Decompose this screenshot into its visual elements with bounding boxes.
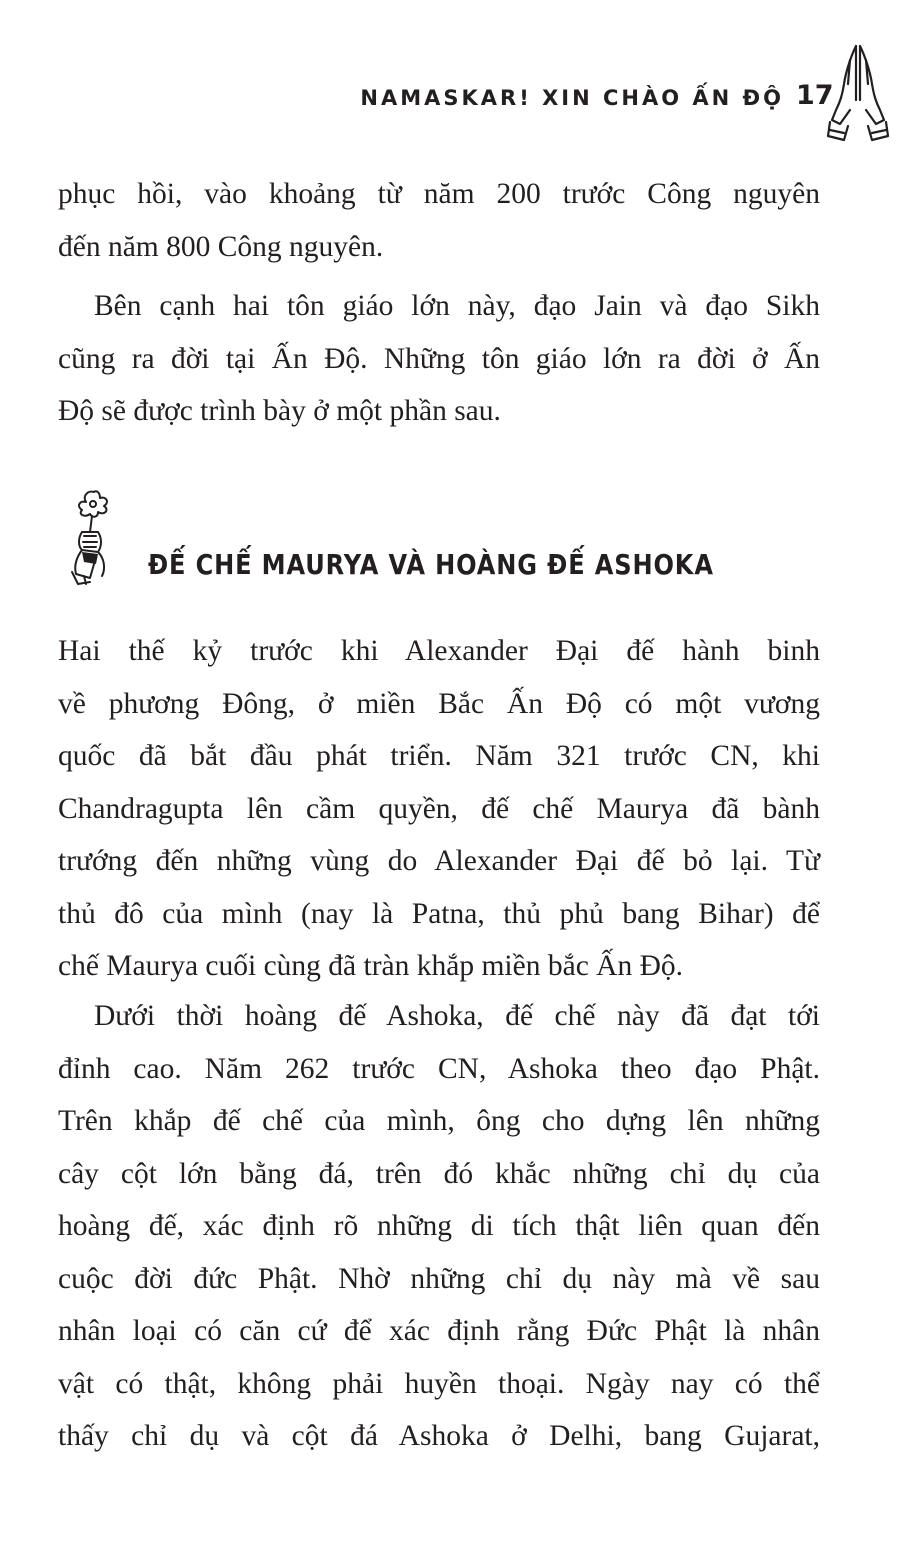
text-line: cây cột lớn bằng đá, trên đó khắc những chỉ dụ của: [58, 1157, 820, 1190]
running-title: NAMASKAR! XIN CHÀO ẤN ĐỘ: [360, 86, 784, 110]
text-line: cũng ra đời tại Ấn Độ. Những tôn giáo lớn ra đời ở Ấn: [58, 342, 820, 375]
text-line: thấy chỉ dụ và cột đá Ashoka ở Delhi, bang Gujarat,: [58, 1420, 820, 1452]
hand-holding-flower-icon: [60, 488, 130, 588]
text-line: Bên cạnh hai tôn giáo lớn này, đạo Jain và đạo Sikh: [94, 290, 820, 322]
paragraph-1: [58, 168, 820, 273]
page-header: [0, 70, 924, 160]
text-line: chế Maurya cuối cùng đã tràn khắp miền bắc Ấn Độ.: [58, 950, 684, 982]
paragraph-4: [58, 990, 820, 1463]
section-title: ĐẾ CHẾ MAURYA VÀ HOÀNG ĐẾ ASHOKA: [148, 548, 714, 581]
text-line: phục hồi, vào khoảng từ năm 200 trước Công nguyên: [58, 178, 820, 210]
text-line: hoàng đế, xác định rõ những di tích thật liên quan đến: [58, 1210, 820, 1242]
paragraph-3: [58, 625, 820, 993]
text-line: trướng đến những vùng do Alexander Đại đế bỏ lại. Từ: [58, 845, 820, 877]
text-line: về phương Đông, ở miền Bắc Ấn Độ có một vương: [58, 687, 820, 720]
text-line: Hai thế kỷ trước khi Alexander Đại đế hành binh: [58, 635, 820, 667]
text-line: thủ đô của mình (nay là Patna, thủ phủ bang Bihar) để: [58, 897, 820, 930]
paragraph-2: [58, 280, 820, 438]
praying-hands-icon: [826, 40, 892, 150]
text-line: đến năm 800 Công nguyên.: [58, 230, 384, 263]
text-line: quốc đã bắt đầu phát triển. Năm 321 trước CN, khi: [58, 740, 820, 772]
text-line: vật có thật, không phải huyền thoại. Ngày nay có thể: [58, 1367, 820, 1400]
text-line: cuộc đời đức Phật. Nhờ những chỉ dụ này mà về sau: [58, 1262, 820, 1295]
page-number: 17: [796, 80, 834, 111]
text-line: đỉnh cao. Năm 262 trước CN, Ashoka theo đạo Phật.: [58, 1052, 820, 1085]
text-line: Trên khắp đế chế của mình, ông cho dựng lên những: [58, 1105, 820, 1137]
section-heading: [60, 488, 860, 598]
text-line: Dưới thời hoàng đế Ashoka, đế chế này đã đạt tới: [94, 1000, 820, 1032]
text-line: nhân loại có căn cứ để xác định rằng Đức Phật là nhân: [58, 1315, 820, 1347]
text-line: Chandragupta lên cầm quyền, đế chế Maurya đã bành: [58, 792, 820, 825]
text-line: Độ sẽ được trình bày ở một phần sau.: [58, 395, 501, 427]
